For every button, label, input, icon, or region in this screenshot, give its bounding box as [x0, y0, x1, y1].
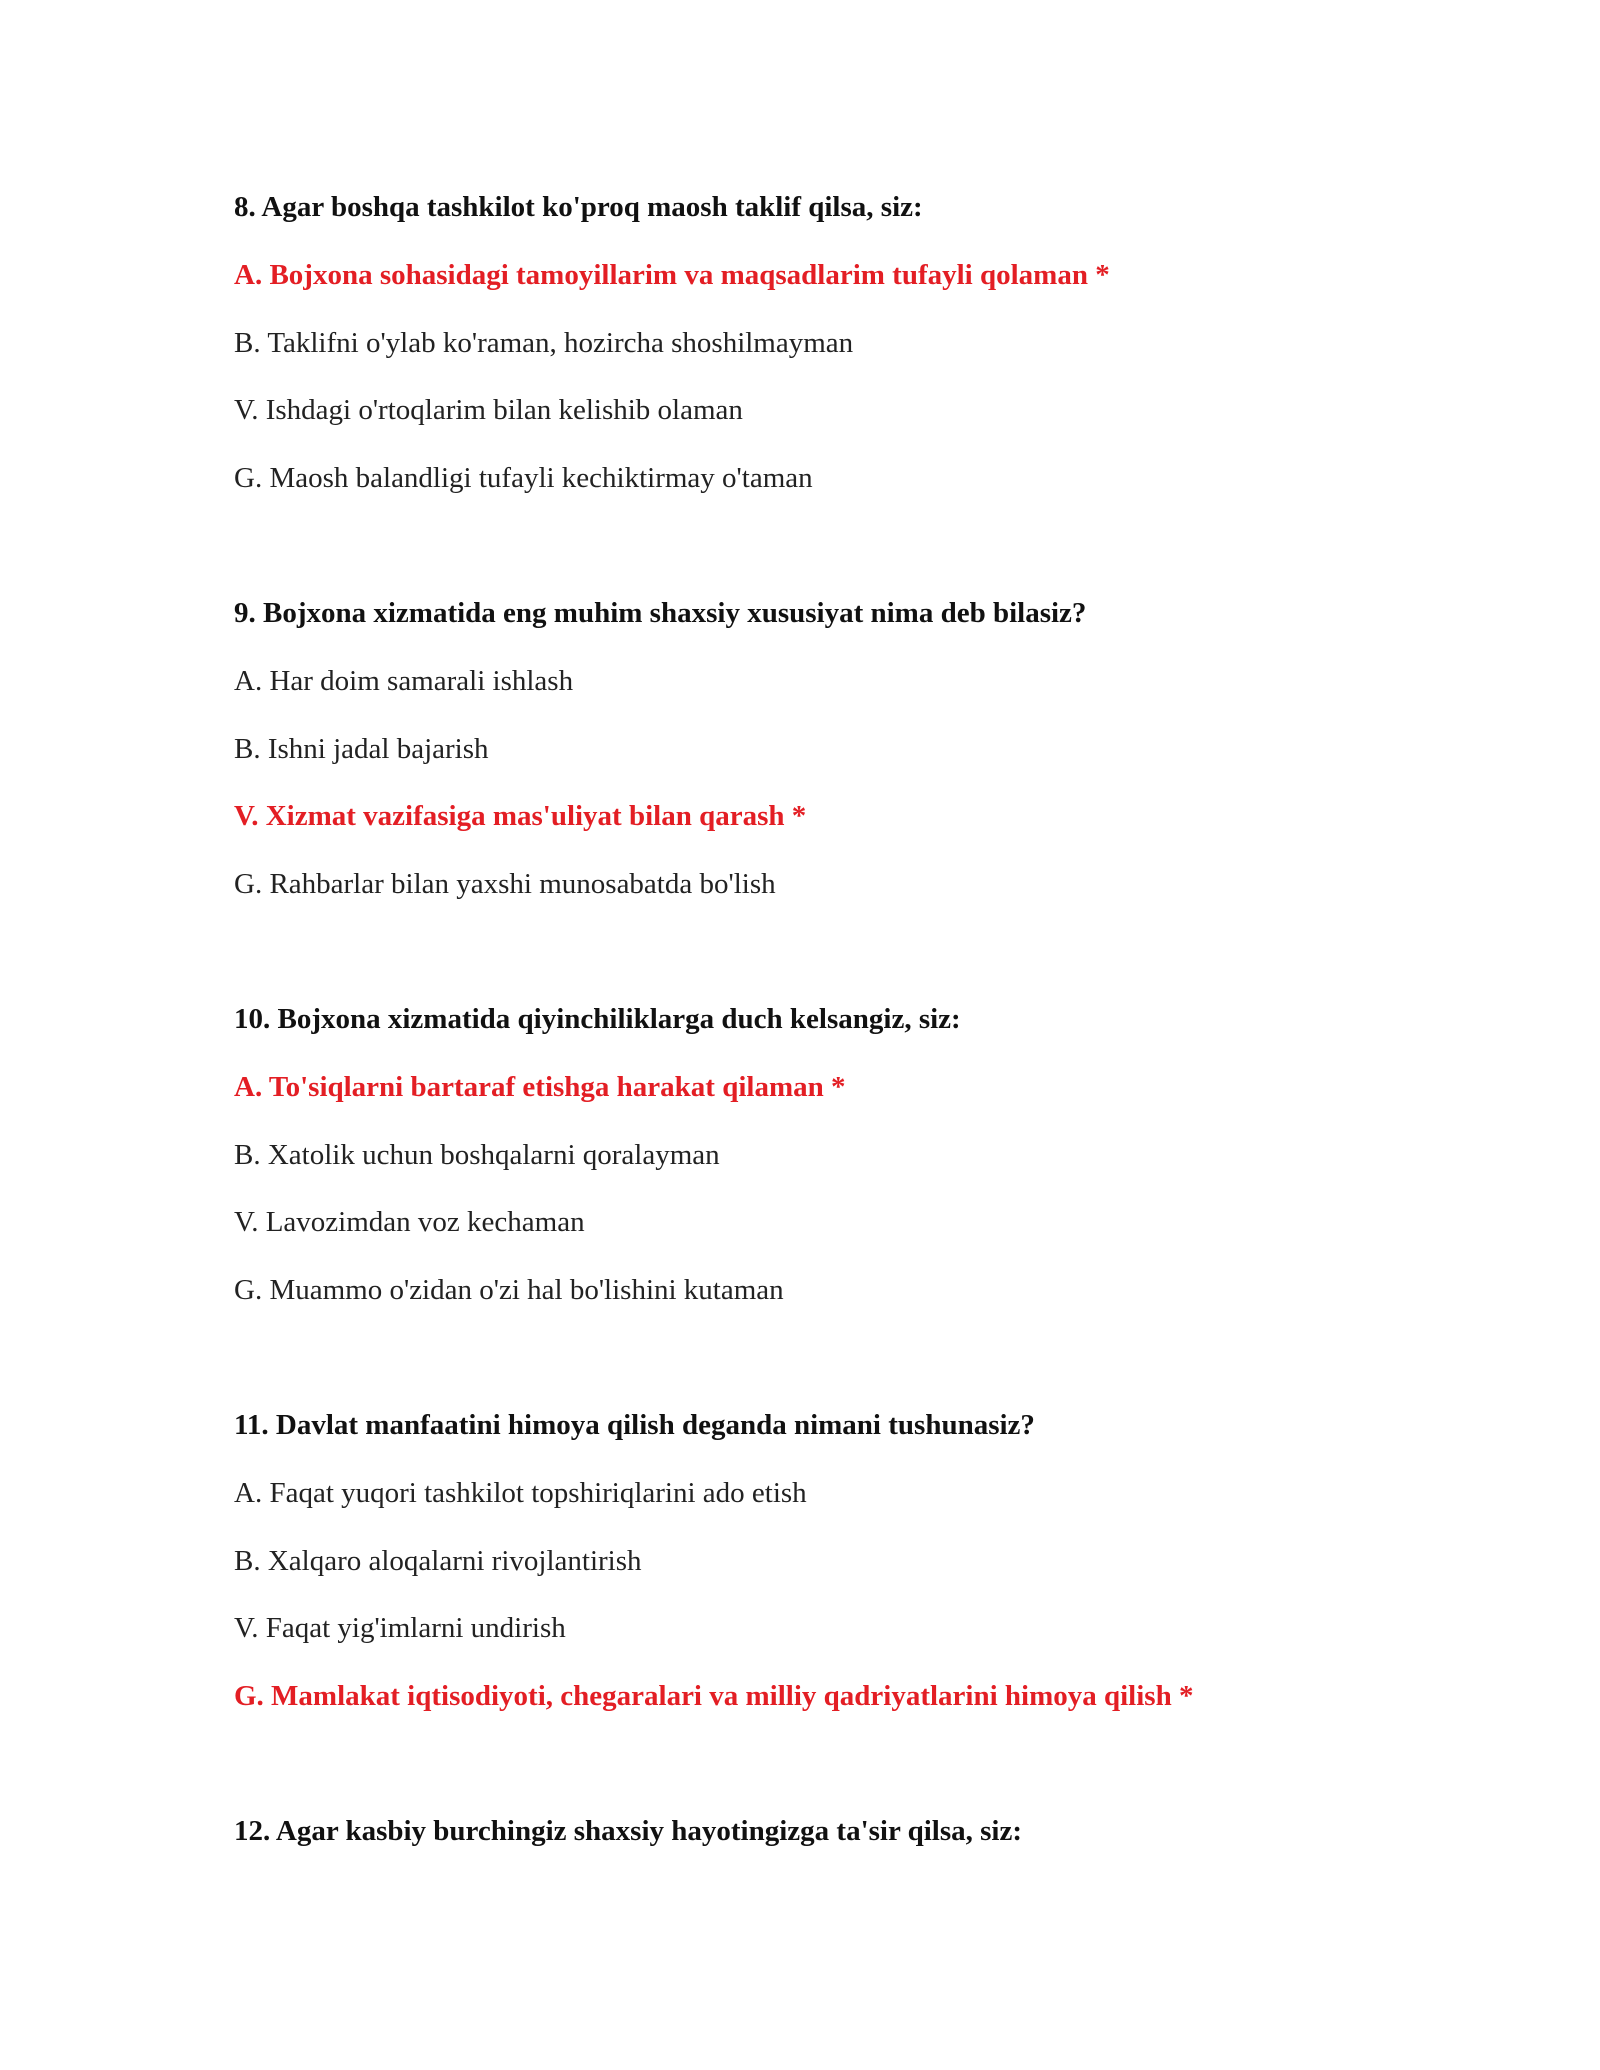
question-11-option-b: B. Xalqaro aloqalarni rivojlantirish [234, 1545, 642, 1577]
question-11-title: 11. Davlat manfaatini himoya qilish deganda nimani tushunasiz? [234, 1409, 1035, 1441]
question-8-option-b: B. Taklifni o'ylab ko'raman, hozircha shoshilmayman [234, 327, 854, 359]
question-10-option-a-correct: A. To'siqlarni bartaraf etishga harakat qilaman * [234, 1071, 846, 1103]
question-10-title: 10. Bojxona xizmatida qiyinchiliklarga duch kelsangiz, siz: [234, 1003, 961, 1035]
question-9-option-b: B. Ishni jadal bajarish [234, 733, 489, 765]
question-9-option-v-correct: V. Xizmat vazifasiga mas'uliyat bilan qarash * [234, 800, 807, 832]
question-9-option-a: A. Har doim samarali ishlash [234, 665, 574, 697]
question-11-option-g-correct: G. Mamlakat iqtisodiyoti, chegaralari va milliy qadriyatlarini himoya qilish * [234, 1680, 1194, 1712]
question-10-option-v: V. Lavozimdan voz kechaman [234, 1206, 585, 1238]
question-12-title: 12. Agar kasbiy burchingiz shaxsiy hayotingizga ta'sir qilsa, siz: [234, 1815, 1022, 1847]
question-9-option-g: G. Rahbarlar bilan yaxshi munosabatda bo'lish [234, 868, 776, 900]
question-8-option-a-correct: A. Bojxona sohasidagi tamoyillarim va maqsadlarim tufayli qolaman * [234, 259, 1110, 291]
question-9-title: 9. Bojxona xizmatida eng muhim shaxsiy xususiyat nima deb bilasiz? [234, 597, 1087, 629]
question-11-option-a: A. Faqat yuqori tashkilot topshiriqlarini ado etish [234, 1477, 807, 1509]
question-8-option-v: V. Ishdagi o'rtoqlarim bilan kelishib olaman [234, 394, 743, 426]
question-10-option-g: G. Muammo o'zidan o'zi hal bo'lishini kutaman [234, 1274, 784, 1306]
question-10-option-b: B. Xatolik uchun boshqalarni qoralayman [234, 1139, 720, 1171]
question-8-title: 8. Agar boshqa tashkilot ko'proq maosh taklif qilsa, siz: [234, 191, 923, 223]
question-11-option-v: V. Faqat yig'imlarni undirish [234, 1612, 566, 1644]
question-8-option-g: G. Maosh balandligi tufayli kechiktirmay o'taman [234, 462, 813, 494]
